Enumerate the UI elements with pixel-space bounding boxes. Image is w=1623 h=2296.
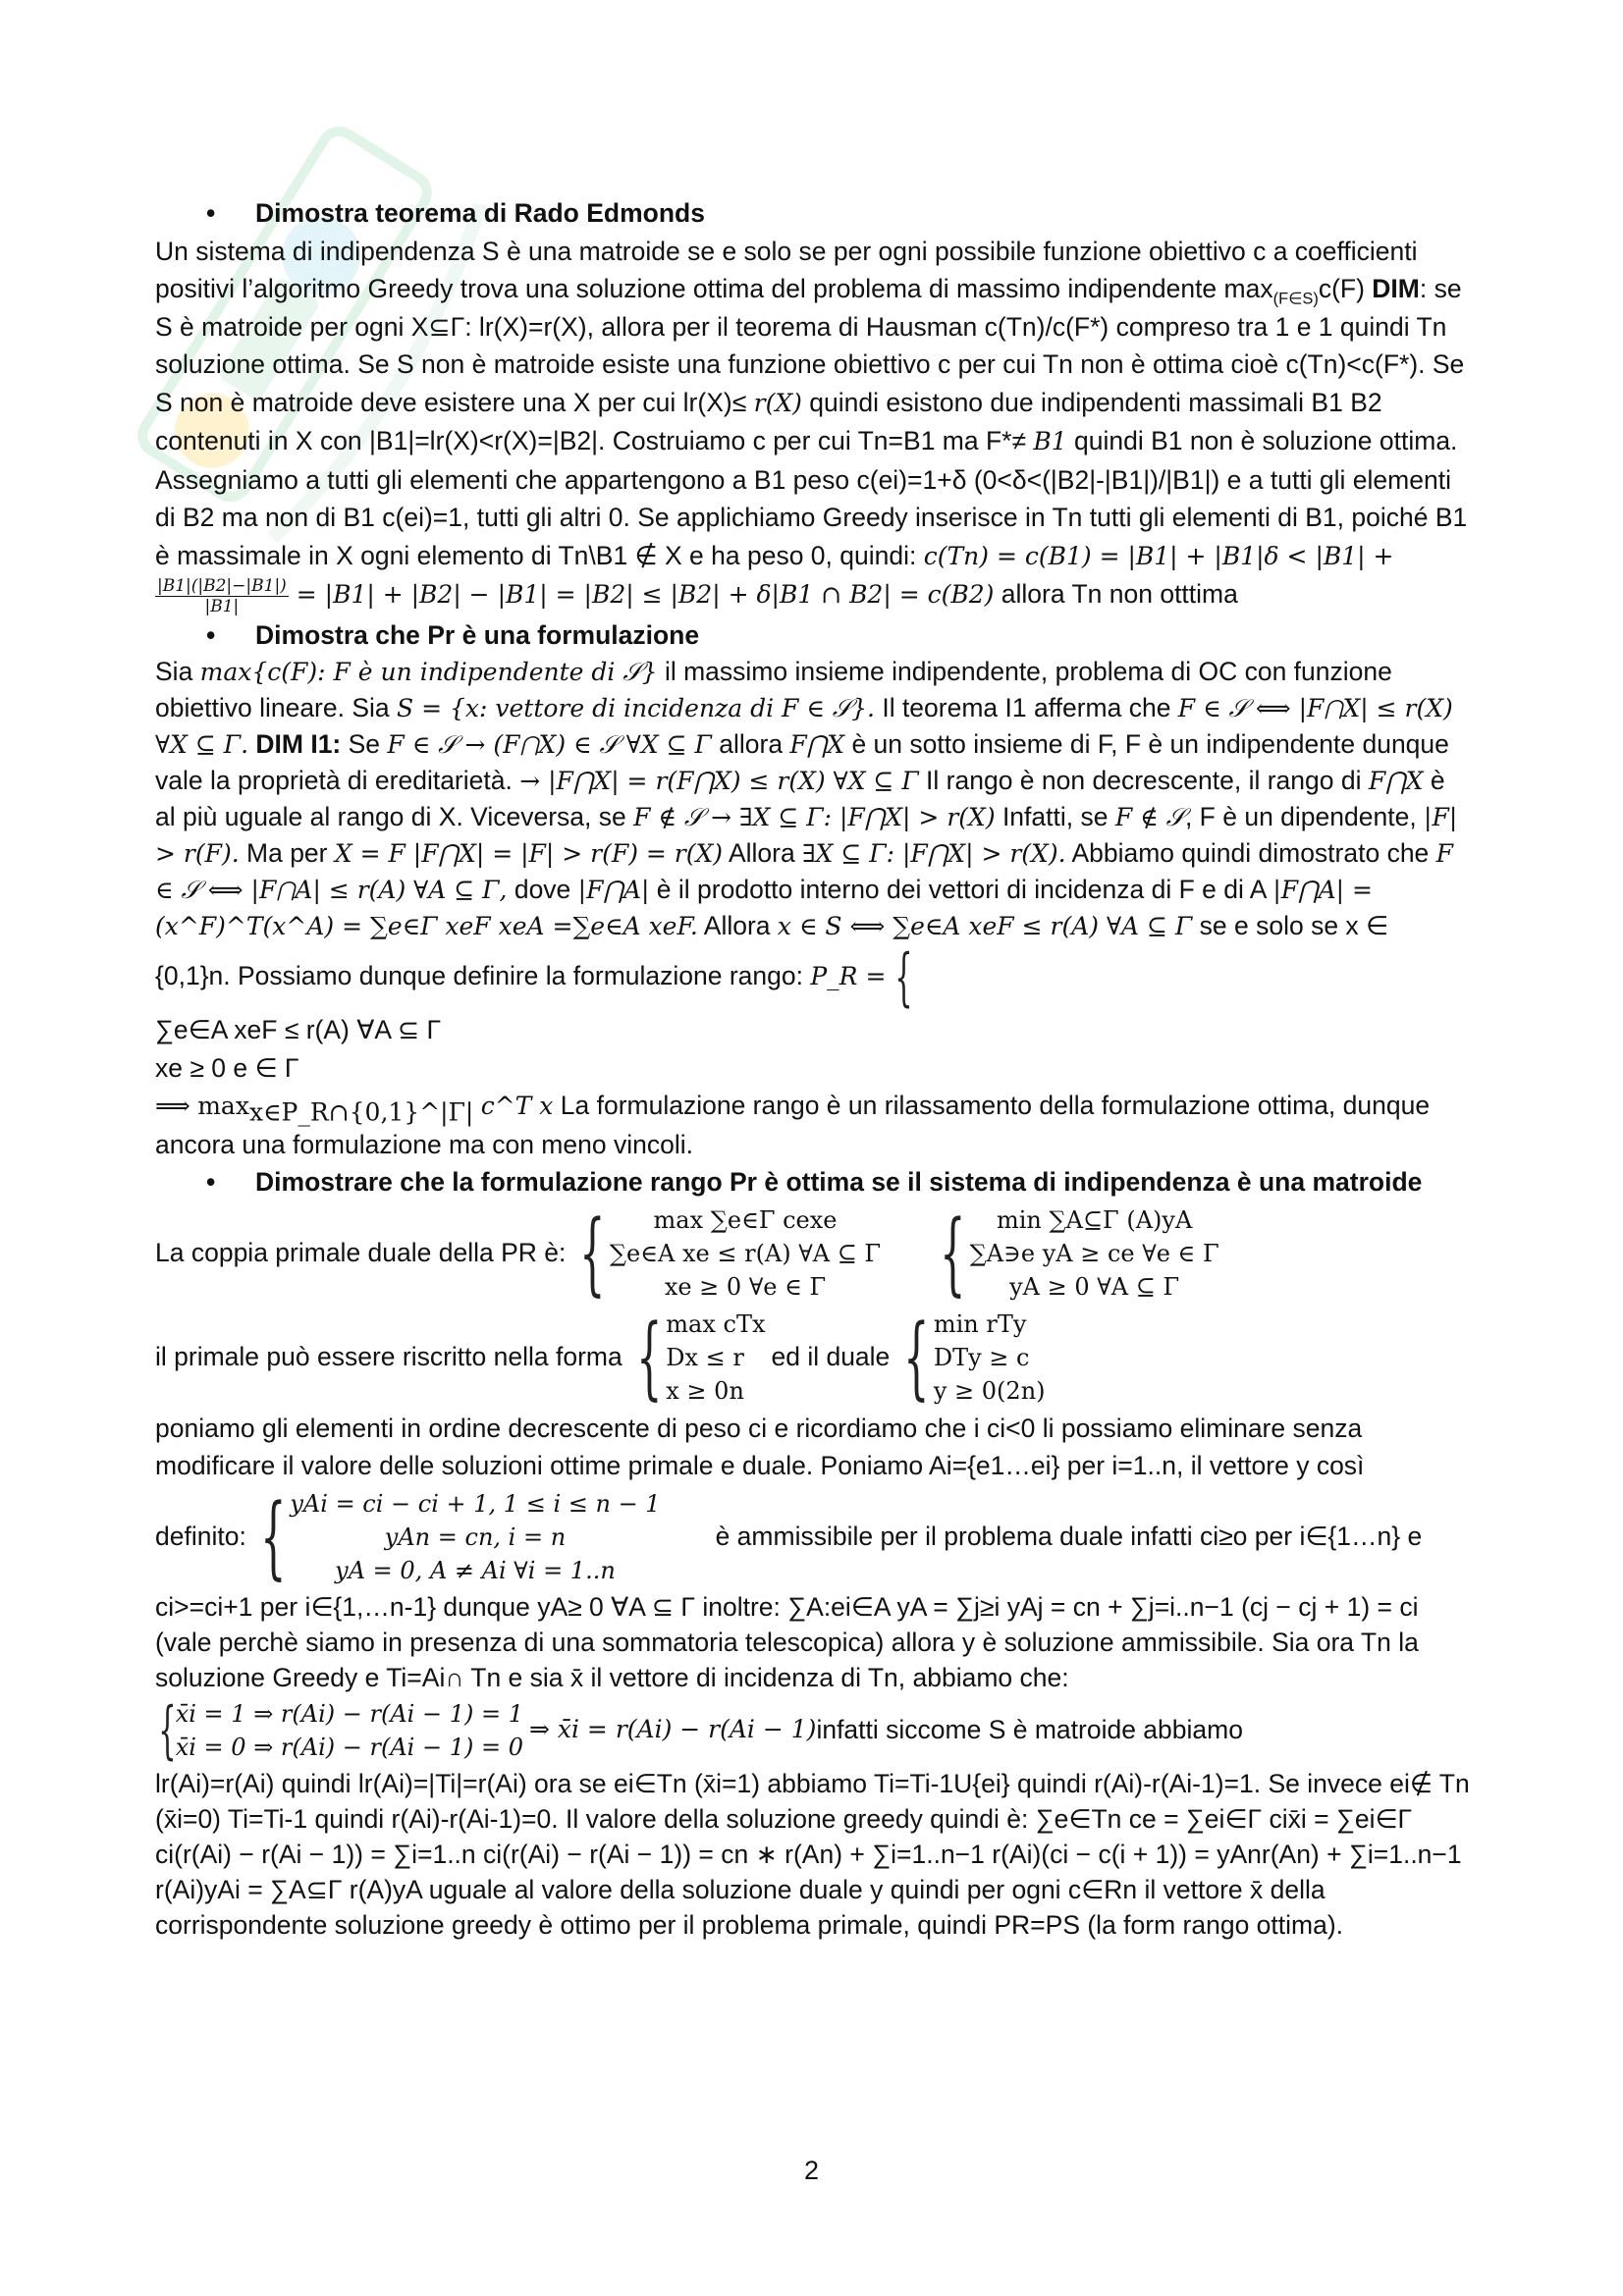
system-row: xe ≥ 0 ∀e ∈ Γ (664, 1272, 827, 1301)
subscript: x∈P_R∩{0,1}^|Γ| (248, 1097, 474, 1127)
system-row: y ≥ 0(2n) (933, 1376, 1046, 1405)
text: se e solo se x ∈ {0,1}n. Possiamo dunque definire la formulazione rango: (155, 911, 1389, 990)
text: allora (711, 729, 790, 759)
incidence-system (155, 1693, 523, 1767)
fraction-numerator: |B1|(|B2|−|B1|) (157, 575, 287, 596)
dual-matrix-system (895, 1304, 1046, 1410)
text: Abbiamo quindi dimostrato che (1065, 838, 1436, 868)
bullet-icon: • (206, 198, 216, 228)
heading-text: Dimostra che Pr è una formulazione (255, 619, 700, 650)
text: il massimo insieme indipendente, problema di OC con funzione obiettivo lineare. Sia (155, 657, 1392, 722)
math: c^T x (480, 1092, 554, 1120)
system-row: yAi = ci − ci + 1, 1 ≤ i ≤ n − 1 (290, 1489, 661, 1518)
dual-system (932, 1200, 1219, 1306)
page-number: 2 (803, 2156, 820, 2185)
brace-icon: { (579, 1200, 606, 1306)
system-row: yA = 0, A ≠ Ai ∀i = 1..n (335, 1556, 616, 1584)
math: ⇒ x̄i = r(Ai) − r(Ai − 1) (529, 1715, 817, 1744)
text: è ammissibile per il problema duale infatti ci≥o per i∈{1…n} e (715, 1522, 1423, 1552)
math: F ∈ 𝒮 → (F⋂X) ∈ 𝒮 ∀X ⊆ Γ (387, 730, 712, 759)
system-row: DTy ≥ c (933, 1343, 1030, 1371)
system-row: x̄i = 1 ⇒ r(Ai) − r(Ai − 1) = 1 (175, 1699, 523, 1728)
system-row: min rTy (933, 1309, 1027, 1338)
dim-label: DIM (1372, 274, 1420, 303)
math-equation: c(Tn) = c(B1) = |B1| + |B1|δ < |B1| + (923, 541, 1394, 570)
brace-icon: { (158, 1693, 177, 1767)
brace-icon: { (894, 941, 913, 1014)
text: definito: (155, 1522, 246, 1552)
text: infatti siccome S è matroide abbiamo (816, 1715, 1243, 1745)
text: allora Tn non otttima (994, 579, 1238, 609)
paragraph-telescopic: ci>=ci+1 per i∈{1,…n-1} dunque yA≥ 0 ∀A ⊆ Γ inoltre: ∑A:ei∈A yA = ∑j≥i yAj = cn + ∑j=i..n−1 (cj − cj + 1) = ci (vale perchè siamo in presenza di una sommatoria telescopica) allora y è soluzione ammissibile. Sia ora Tn la soluzione Greedy e Ti=Ai∩ Tn e sia x̄ il vettore di incidenza di Tn, abbiamo che: (155, 1591, 1419, 1692)
system-row: ∑e∈A xeF ≤ r(A) ∀A ⊆ Γ (155, 1015, 442, 1044)
text: Ma per (239, 838, 335, 868)
system-row: yA ≥ 0 ∀A ⊆ Γ (1009, 1272, 1180, 1301)
brace-icon: { (635, 1304, 663, 1410)
math: |F⋂A| = (x^F)^T(x^A) = ∑e∈Γ xeF xeA =∑e∈A xeF. (155, 876, 1373, 940)
math: B1 (1033, 427, 1067, 455)
system-row: x ≥ 0n (666, 1376, 744, 1405)
math: F⋂X (1368, 767, 1424, 795)
system-row: x̄i = 0 ⇒ r(Ai) − r(Ai − 1) = 0 (175, 1733, 523, 1761)
math: F ∉ 𝒮 → ∃X ⊆ Γ: |F⋂X| > r(X) (633, 803, 996, 831)
brace-icon: { (903, 1304, 930, 1410)
text: Un sistema di indipendenza S è una matroide se e solo se per ogni possibile funzione obiettivo c a coefficienti positivi l’algoritmo Greedy trova una soluzione ottima del problema di massimo indipendente max (155, 236, 1418, 303)
system-row: min ∑A⊆Γ (A)yA (996, 1205, 1193, 1234)
math: → |F⋂X| = r(F⋂X) ≤ r(X) ∀X ⊆ Γ (519, 767, 919, 795)
fraction-denominator: |B1| (204, 596, 240, 616)
system-row: yAn = cn, i = n (384, 1522, 567, 1551)
primal-dual-pair (155, 1201, 1471, 1306)
math: X = F |F⋂X| = |F| > r(F) = r(X) (334, 839, 724, 868)
text: c(F) (1318, 274, 1373, 303)
section-heading-rado-edmonds (155, 194, 1471, 233)
text: dove (507, 875, 578, 904)
brace-icon: { (259, 1483, 287, 1589)
system-row: max cTx (666, 1309, 766, 1338)
text: Allora (723, 838, 803, 868)
text: Il teorema I1 afferma che (874, 693, 1178, 722)
text: Se (341, 729, 388, 759)
text: quindi B1 non è soluzione ottima. Assegniamo a tutti gli elementi che appartengono a B1 peso c(ei)=1+δ (0<δ<(|B2|-|B1|)/|B1|) e a tutti gli elementi di B2 ma non di B1 c(ei)=1, tutti gli altri 0. Se applichiamo Greedy inserisce in Tn tutti gli elementi di B1, poiché B1 è massimale in X ogni elemento di Tn\B1 ∉ X e ha peso 0, quindi: (155, 426, 1468, 570)
system-row: max ∑e∈Γ cexe (653, 1205, 838, 1234)
text: il primale può essere riscritto nella forma (155, 1342, 622, 1372)
text: Il rango è non decrescente, il rango di (918, 766, 1369, 795)
text: è un sotto insieme di F, F è un indipendente dunque vale la proprietà di ereditarietà. (155, 729, 1449, 795)
dim-label: DIM I1: (248, 729, 342, 759)
rewrite-form (155, 1306, 1471, 1410)
text: quindi esistono due indipendenti massimali B1 B2 contenuti in X con |B1|=lr(X)<r(X)=|B2|. Costruiamo c per cui Tn=B1 ma F*≠ (155, 387, 1382, 455)
section-heading-pr-formulation (155, 616, 1471, 655)
fraction (155, 576, 289, 616)
paragraph-ordering: poniamo gli elementi in ordine decrescente di peso ci e ricordiamo che i ci<0 li possiamo eliminare senza modificare il valore delle soluzioni ottime primale e duale. Poniamo Ai={e1…ei} per i=1..n, il vettore y così (155, 1413, 1365, 1480)
math-equation: = |B1| + |B2| − |B1| = |B2| ≤ |B2| + δ|B1 ∩ B2| = c(B2) (288, 580, 995, 609)
paragraph-rado-edmonds (155, 233, 1471, 616)
system-row: ∑e∈A xe ≤ r(A) ∀A ⊆ Γ (609, 1239, 882, 1267)
math: ∃X ⊆ Γ: |F⋂X| > r(X). (802, 839, 1066, 868)
math: r(X) (753, 388, 802, 417)
rank-formulation-system (892, 941, 913, 1014)
math: F ∉ 𝒮 (1114, 803, 1185, 831)
math: S = {x: vettore di incidenza di F ∈ 𝒮}. (397, 694, 875, 722)
math: F ∈ 𝒮 ⟺ |F⋂A| ≤ r(A) ∀A ⊆ Γ, (155, 839, 1454, 904)
paragraph-pr-formulation (155, 654, 1471, 1014)
system-row: ∑A∋e yA ≥ ce ∀e ∈ Γ (969, 1239, 1219, 1267)
text: è al più uguale al rango di X. Viceversa, se (155, 766, 1445, 831)
y-definition-system (252, 1483, 661, 1589)
section-heading-rank-optimal (155, 1163, 1471, 1201)
primal-system (571, 1200, 882, 1306)
heading-text: Dimostrare che la formulazione rango Pr è ottima se il sistema di indipendenza è una matroide (255, 1167, 1423, 1197)
paragraph-greedy-value: lr(Ai)=r(Ai) quindi lr(Ai)=|Ti|=r(Ai) ora se ei∈Tn (x̄i=1) abbiamo Ti=Ti-1U{ei} quindi r(Ai)-r(Ai-1)=1. Se invece ei∉ Tn (x̄i=0) Ti=Ti-1 quindi r(Ai)-r(Ai-1)=0. Il valore della soluzione greedy quindi è: ∑e∈Tn ce = ∑ei∈Γ cix̄i = ∑ei∈Γ ci(r(Ai) − r(Ai − 1)) = ∑i=1..n ci(r(Ai) − r(Ai − 1)) = cn ∗ r(An) + ∑i=1..n−1 r(Ai)(ci − c(i + 1)) = yAnr(An) + ∑i=1..n−1 r(Ai)yAi = ∑A⊆Γ r(A)yA uguale al valore della soluzione duale y quindi per ogni c∈Rn il vettore x̄ della corrispondente soluzione greedy è ottimo per il problema primale, quindi PR=PS (la form rango ottima). (155, 1768, 1470, 1940)
text: ed il duale (771, 1342, 891, 1372)
math: max{c(F): F è un indipendente di 𝒮} (199, 658, 658, 686)
math: P_R = (810, 962, 887, 990)
text: è il prodotto interno dei vettori di incidenza di F e di A (649, 875, 1273, 904)
math: x ∈ S ⟺ ∑e∈A xeF ≤ r(A) ∀A ⊆ Γ (777, 912, 1193, 940)
subscript: (F∈S) (1272, 290, 1319, 308)
text: Sia (155, 657, 200, 686)
math: F ∈ 𝒮 ⟺ |F⋂X| ≤ r(X) ∀X ⊆ Γ. (155, 694, 1453, 759)
math: max (197, 1092, 249, 1120)
math: |F⋂A| (577, 876, 650, 904)
heading-text: Dimostra teorema di Rado Edmonds (255, 198, 705, 228)
math: |F| > r(F). (155, 803, 1458, 868)
bullet-icon: • (206, 619, 216, 650)
system-row: Dx ≤ r (666, 1343, 744, 1371)
bullet-icon: • (206, 1167, 216, 1197)
math: F⋂X (789, 730, 845, 759)
text: , F è un dipendente, (1184, 802, 1425, 831)
text: La coppia primale duale della PR è: (155, 1238, 567, 1268)
incidence-definition (155, 1695, 1471, 1766)
system-row: xe ≥ 0 e ∈ Γ (155, 1052, 299, 1083)
brace-icon: { (940, 1200, 966, 1306)
y-definition (155, 1485, 1471, 1589)
document-content (155, 194, 1471, 1943)
primal-matrix-system (628, 1304, 766, 1410)
text: Infatti, se (995, 802, 1115, 831)
text: : se S è matroide per ogni X⊆Γ: lr(X)=r(X), allora per il teorema di Hausman c(Tn)/c(F*) compreso tra 1 e 1 quindi Tn soluzione ottima. Se S non è matroide esiste una funzione obiettivo c per cui Tn non è ottima cioè c(Tn)<c(F*). Se S non è matroide deve esistere una X per cui lr(X)≤ (155, 274, 1465, 417)
text: Allora (697, 911, 778, 940)
implies-icon: ⟹ (155, 1092, 190, 1120)
text: La formulazione rango è un rilassamento della formulazione ottima, dunque ancora una formulazione ma con meno vincoli. (155, 1091, 1431, 1159)
